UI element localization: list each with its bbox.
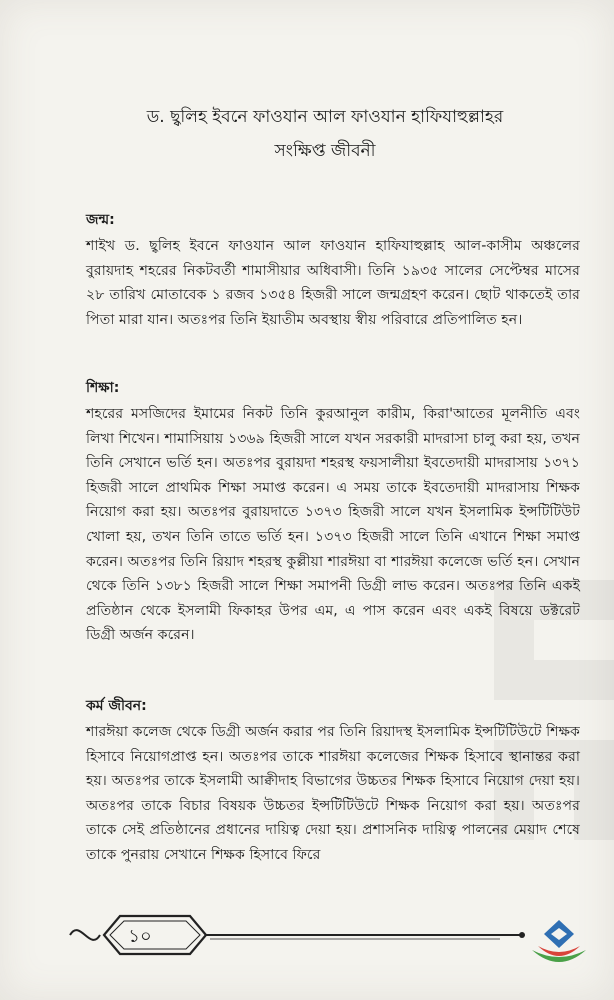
- section-heading-birth: জন্ম:: [86, 212, 115, 228]
- title-line-1: ড. ছ্বলিহ ইবনে ফাওযান আল ফাওযান হাফিযাহুল্লাহর: [146, 107, 504, 127]
- section-text-birth: শাইখ ড. ছ্বলিহ ইবনে ফাওযান আল ফাওযান হাফিযাহুল্লাহ আল-কাসীম অঞ্চলের বুরায়দাহ শহরের নিকটবর্তী শামাসীয়ার অধিবাসী। তিনি ১৯৩৫ সালের সেপ্টেম্বর মাসের ২৮ তারিখ মোতাবেক ১ রজব ১৩৫৪ হিজরী সালে জন্মগ্রহণ করেন। ছোট থাকতেই তার পিতা মারা যান। অতঃপর তিনি ইয়াতীম অবস্থায় স্বীয় পরিবারে প্রতিপালিত হন।: [86, 238, 580, 328]
- page-title: [60, 100, 590, 168]
- section-text-career: শারঈয়া কলেজ থেকে ডিগ্রী অর্জন করার পর তিনি রিয়াদস্থ ইসলামিক ইন্সটিটিউটে শিক্ষক হিসাবে নিয়োগপ্রাপ্ত হন। অতঃপর তাকে শারঈয়া কলেজের শিক্ষক হিসাবে স্থানান্তর করা হয়। অতঃপর তাকে ইসলামী আক্বীদাহ বিভাগের উচ্চতর শিক্ষক হিসাবে নিয়োগ দেয়া হয়। অতঃপর তাকে বিচার বিষয়ক উচ্চতর ইন্সটিটিউটে শিক্ষক নিয়োগ করা হয়। অতঃপর তাকে সেই প্রতিষ্ঠানের প্রধানের দায়িত্ব দেয়া হয়। প্রশাসনিক দায়িত্ব পালনের মেয়াদ শেষে তাকে পুনরায় সেখানে শিক্ষক হিসাবে ফিরে: [86, 724, 580, 863]
- publisher-logo-icon: [528, 916, 590, 976]
- title-line-2: সংক্ষিপ্ত জীবনী: [274, 141, 376, 161]
- section-heading-education: শিক্ষা:: [86, 380, 120, 396]
- section-heading-career: কর্ম জীবন:: [86, 698, 147, 714]
- section-text-education: শহরের মসজিদের ইমামের নিকট তিনি কুরআনুল কারীম, কিরা'আতের মূলনীতি এবং লিখা শিখেন। শামাসিয়ায় ১৩৬৯ হিজরী সালে যখন সরকারী মাদরাসা চালু করা হয়, তখন তিনি সেখানে ভর্তি হন। অতঃপর বুরায়দা শহরস্থ ফয়সালীয়া ইবতেদায়ী মাদরাসায় ১৩৭১ হিজরী সালে প্রাথমিক শিক্ষা সমাপ্ত করেন। এ সময় তাকে ইবতেদায়ী মাদরাসায় শিক্ষক নিয়োগ করা হয়। অতঃপর বুরায়দাতে ১৩৭৩ হিজরী সালে যখন ইসলামিক ইন্সটিটিউট খোলা হয়, তখন তিনি তাতে ভর্তি হন। ১৩৭৩ হিজরী সালে তিনি এখানে শিক্ষা সমাপ্ত করেন। অতঃপর তিনি রিয়াদ শহরস্থ কুল্লীয়া শারঈয়া বা শারঈয়া কলেজে ভর্তি হন। সেখান থেকে তিনি ১৩৮১ হিজরী সালে শিক্ষা সমাপনী ডিগ্রী লাভ করেন। অতঃপর তিনি একই প্রতিষ্ঠান থেকে ইসলামী ফিকাহর উপর এম, এ পাস করেন এবং একই বিষয়ে ডক্টরেট ডিগ্রী অর্জন করেন।: [86, 406, 580, 644]
- page-number: ১০: [128, 926, 152, 947]
